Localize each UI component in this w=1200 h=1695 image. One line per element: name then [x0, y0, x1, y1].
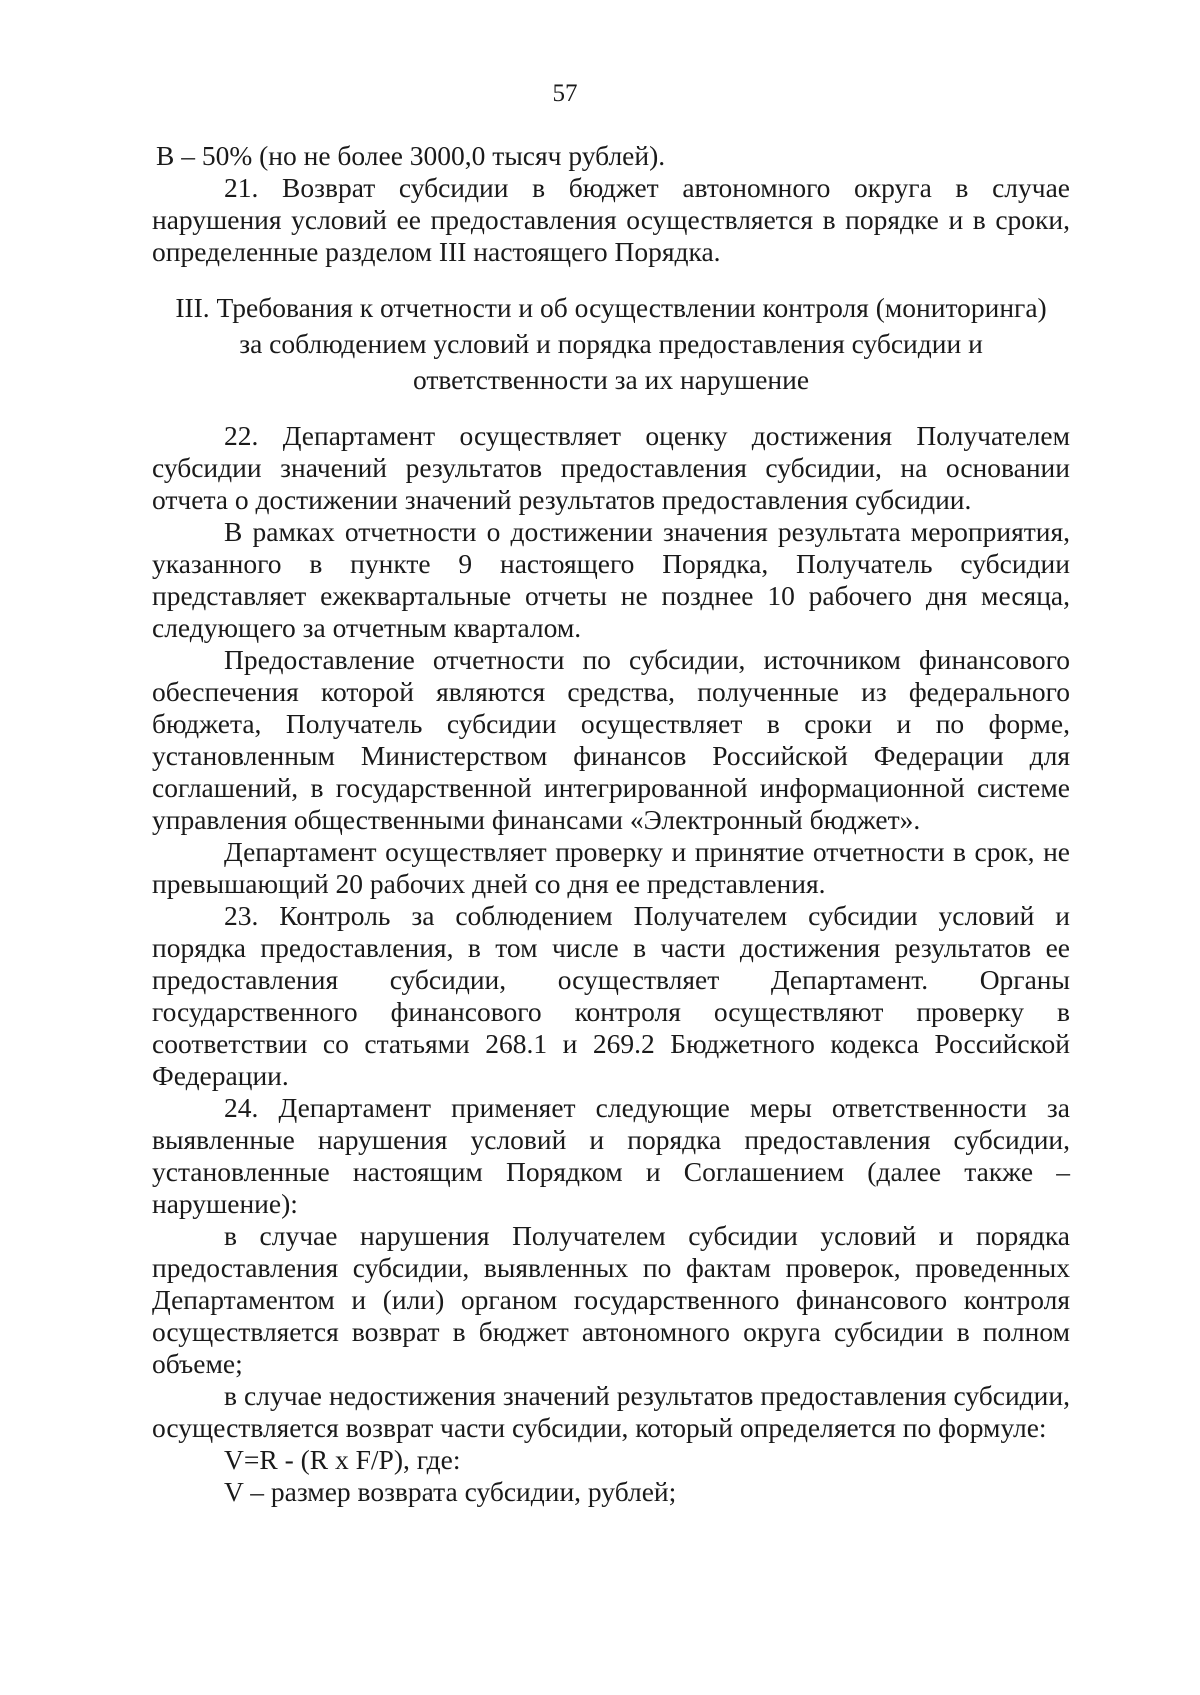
section-heading — [152, 290, 1070, 398]
paragraph-24: 24. Департамент применяет следующие меры ответственности за выявленные нарушения условий и порядка предоставления субсидии, установленные настоящим Порядком и Соглашением (далее также – нарушение): — [152, 1092, 1070, 1219]
document-body — [152, 140, 1070, 1508]
section-heading-line-2: за соблюдением условий и порядка предоставления субсидии и — [239, 328, 983, 359]
paragraph-22: 22. Департамент осуществляет оценку достижения Получателем субсидии значений результатов предоставления субсидии, на основании отчета о достижении значений результатов предоставления субсидии. — [152, 420, 1070, 515]
paragraph-23: 23. Контроль за соблюдением Получателем субсидии условий и порядка предоставления, в том числе в части достижения результатов ее предоставления субсидии, осуществляет Департамент. Органы государственного финансового контроля осуществляют проверку в соответствии со статьями 268.1 и 269.2 Бюджетного кодекса Российской Федерации. — [152, 900, 1070, 1091]
paragraph-verification: Департамент осуществляет проверку и принятие отчетности в срок, не превышающий 20 рабочих дней со дня ее представления. — [152, 836, 1070, 899]
paragraph-violation-full-return: в случае нарушения Получателем субсидии условий и порядка предоставления субсидии, выявленных по фактам проверок, проведенных Департаментом и (или) органом государственного финансового контроля осуществляется возврат в бюджет автономного округа субсидии в полном объеме; — [152, 1220, 1070, 1379]
paragraph-federal-reporting: Предоставление отчетности по субсидии, источником финансового обеспечения которой являются средства, полученные из федерального бюджета, Получатель субсидии осуществляет в сроки и по форме, установленным Министерством финансов Российской Федерации для соглашений, в государственной интегрированной информационной системе управления общественными финансами «Электронный бюджет». — [152, 644, 1070, 835]
formula-line: V=R - (R x F/P), где: — [224, 1444, 461, 1475]
section-heading-line-1: III. Требования к отчетности и об осуществлении контроля (мониторинга) — [175, 292, 1047, 323]
page-number: 57 — [552, 80, 578, 107]
paragraph-partial-return: в случае недостижения значений результатов предоставления субсидии, осуществляется возврат части субсидии, который определяется по формуле: — [152, 1380, 1070, 1443]
paragraph-quarterly-reports: В рамках отчетности о достижении значения результата мероприятия, указанного в пункте 9 настоящего Порядка, Получатель субсидии представляет ежеквартальные отчеты не позднее 10 рабочего дня месяца, следующего за отчетным кварталом. — [152, 516, 1070, 643]
section-heading-line-3: ответственности за их нарушение — [412, 364, 810, 395]
paragraph-b-limit: В – 50% (но не более 3000,0 тысяч рублей). — [156, 140, 666, 171]
paragraph-21: 21. Возврат субсидии в бюджет автономного округа в случае нарушения условий ее предоставления осуществляется в порядке и в сроки, определенные разделом III настоящего Порядка. — [152, 172, 1070, 267]
formula-definition-v: V – размер возврата субсидии, рублей; — [224, 1476, 677, 1507]
